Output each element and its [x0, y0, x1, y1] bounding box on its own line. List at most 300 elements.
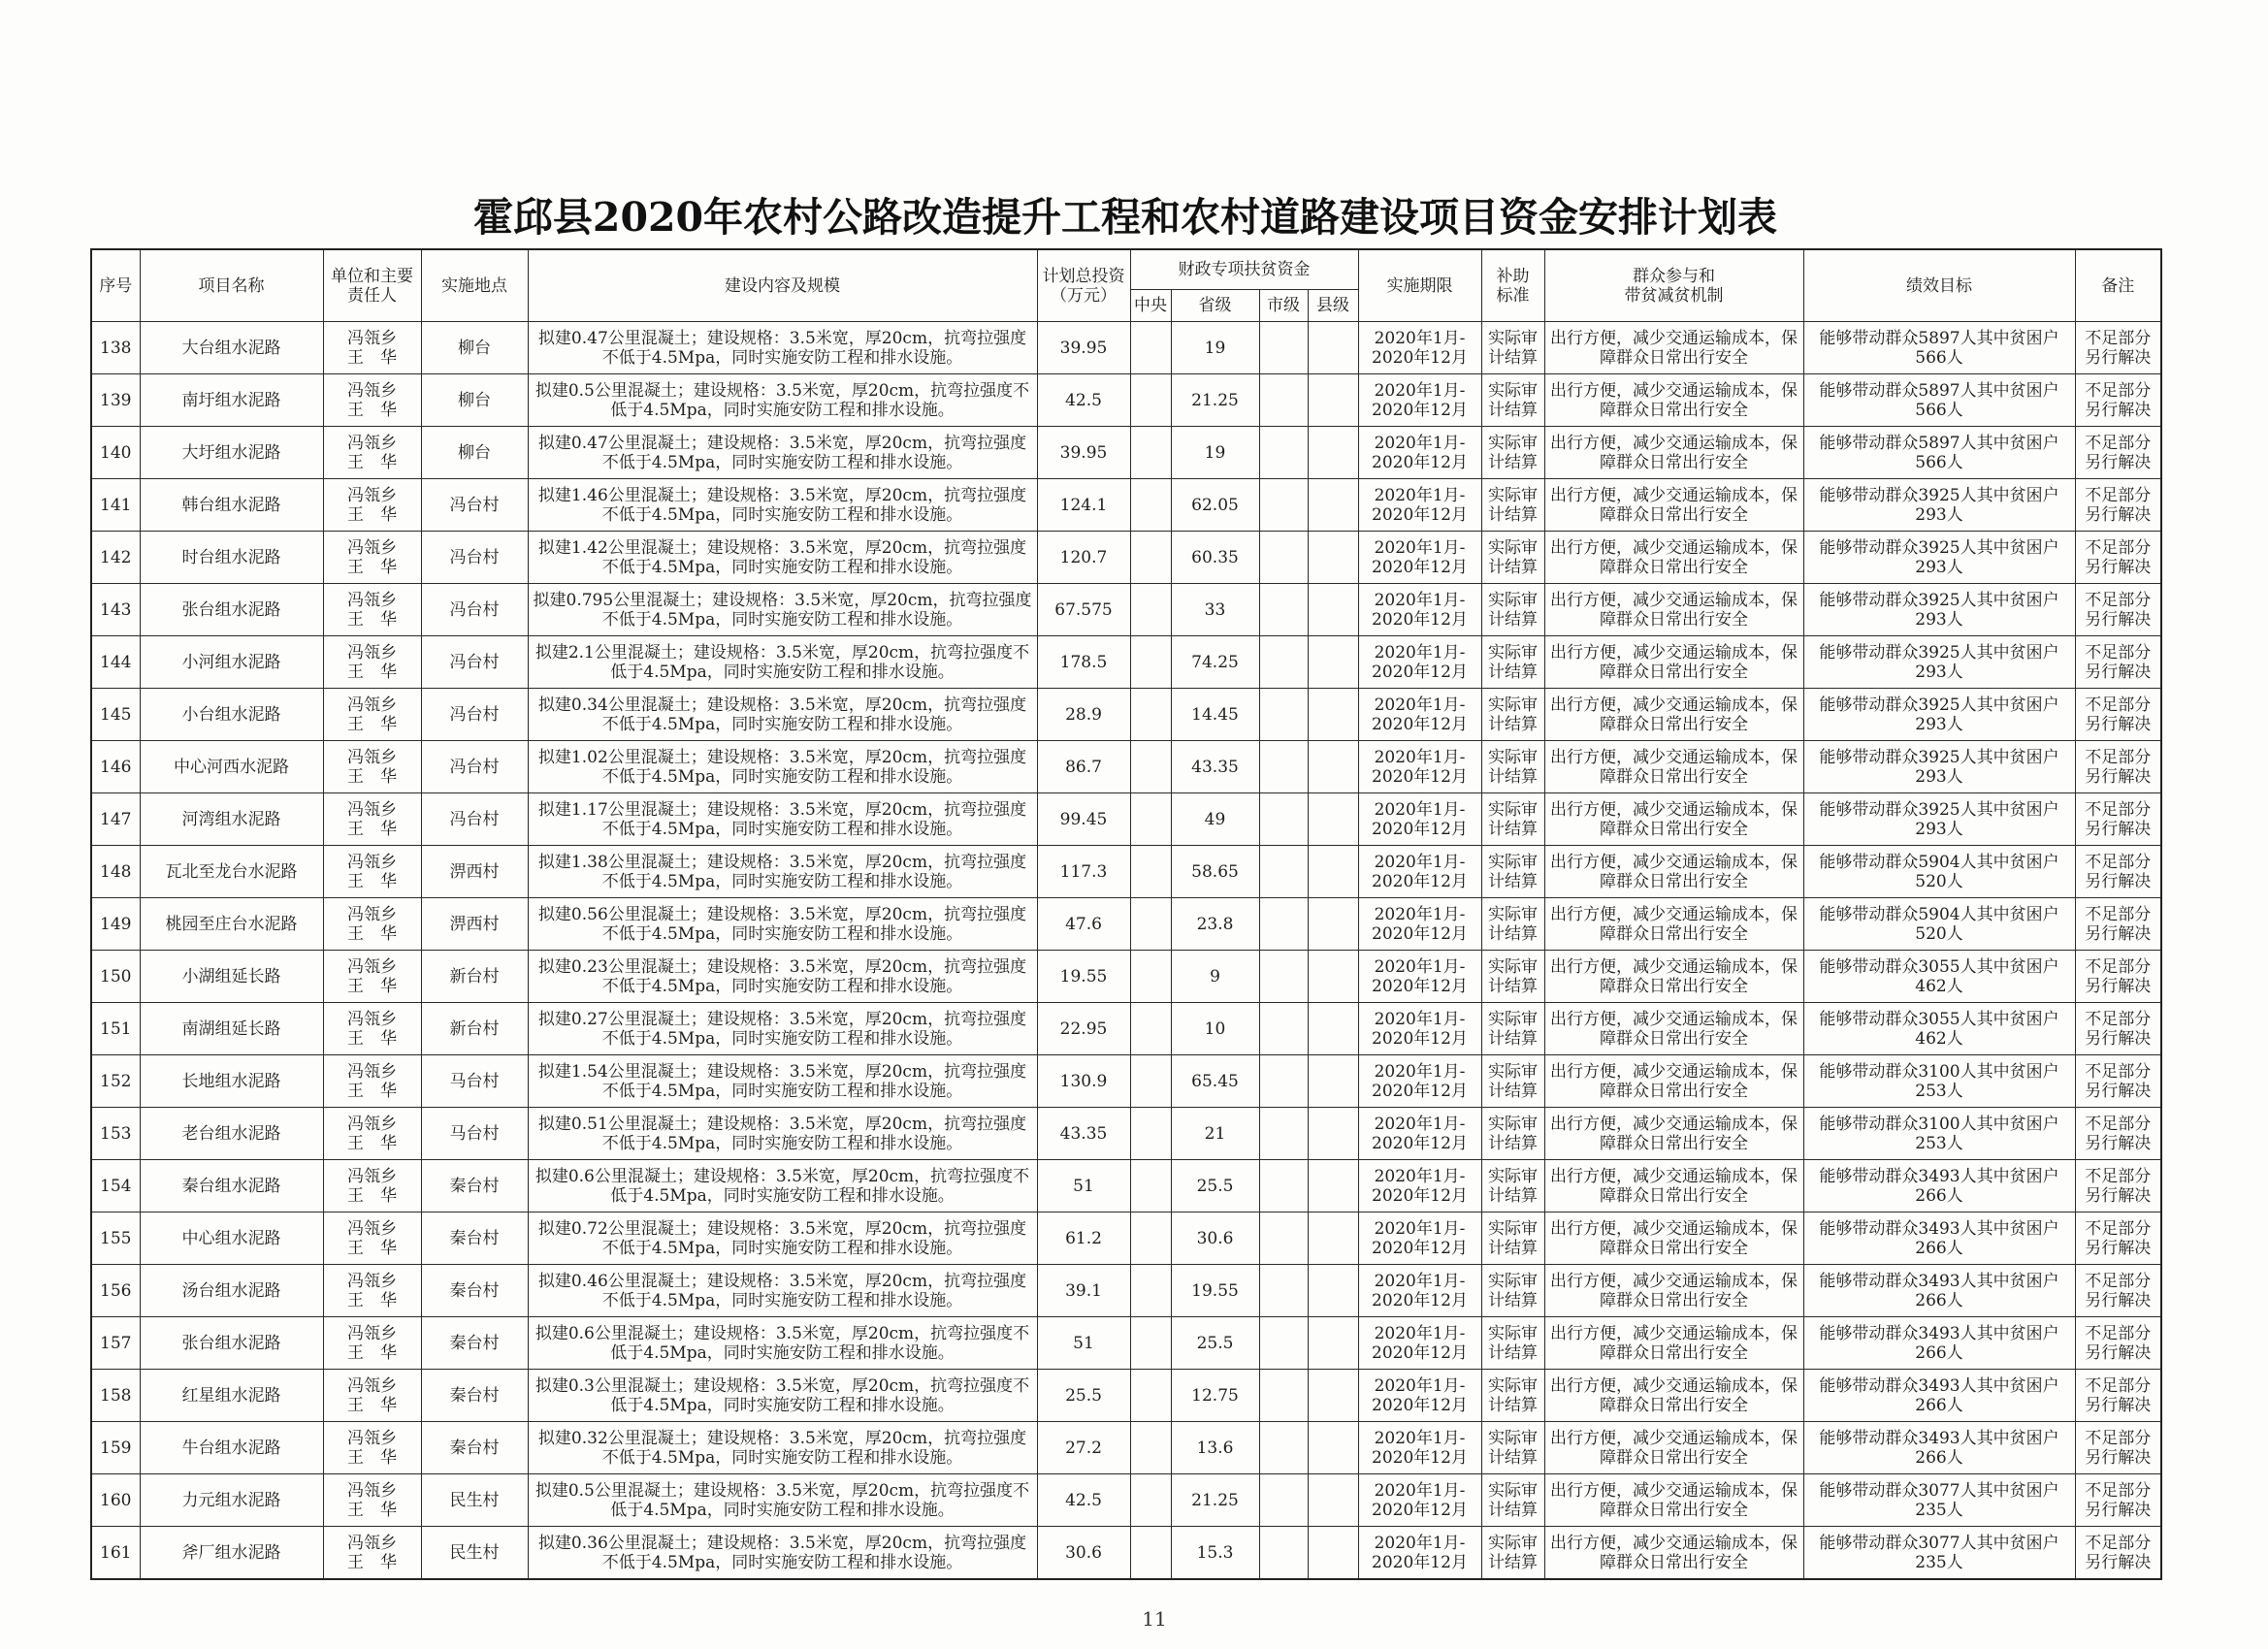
row-performance-poor: 293人 [1915, 557, 1963, 577]
row-city-fund-cell [1259, 793, 1308, 846]
row-mechanism-cell: 出行方便，减少交通运输成本，保障群众日常出行安全 [1544, 1317, 1803, 1370]
row-performance-cell [1803, 636, 2075, 689]
row-city-fund-cell [1259, 951, 1308, 1003]
row-period-end: 2020年12月 [1372, 452, 1468, 472]
row-performance-cell [1803, 1422, 2075, 1474]
row-seq-cell: 153 [91, 1108, 140, 1160]
row-performance-poor: 235人 [1915, 1500, 1963, 1520]
row-mechanism-cell: 出行方便，减少交通运输成本，保障群众日常出行安全 [1544, 1422, 1803, 1474]
row-period-start: 2020年1月- [1374, 747, 1466, 767]
row-performance-line: 能够带动群众3925人其中贫困户 [1819, 590, 2059, 610]
row-central-fund-cell [1130, 951, 1171, 1003]
row-performance-line: 能够带动群众3493人其中贫困户 [1819, 1166, 2059, 1186]
row-remark-cell: 不足部分另行解决 [2075, 951, 2161, 1003]
row-county-fund-cell [1308, 374, 1358, 427]
row-unit-name: 冯瓴乡 [347, 904, 397, 924]
row-seq-cell: 154 [91, 1160, 140, 1212]
row-remark-cell: 不足部分另行解决 [2075, 741, 2161, 793]
row-period-start: 2020年1月- [1374, 328, 1466, 348]
row-mechanism-cell: 出行方便，减少交通运输成本，保障群众日常出行安全 [1544, 846, 1803, 898]
row-remark-cell: 不足部分另行解决 [2075, 1370, 2161, 1422]
funding-plan-table [90, 248, 2162, 1580]
row-performance-cell [1803, 846, 2075, 898]
row-remark-cell: 不足部分另行解决 [2075, 636, 2161, 689]
row-subsidy-cell: 实际审计结算 [1481, 689, 1544, 741]
row-responsible-person: 王 华 [347, 662, 397, 682]
row-responsible-person: 王 华 [347, 1342, 397, 1363]
row-county-fund-cell [1308, 636, 1358, 689]
row-period-cell [1358, 1265, 1481, 1317]
row-investment-cell: 28.9 [1037, 689, 1130, 741]
row-investment-cell: 19.55 [1037, 951, 1130, 1003]
row-unit-name: 冯瓴乡 [347, 1218, 397, 1239]
row-period-start: 2020年1月- [1374, 956, 1466, 977]
row-performance-poor: 462人 [1915, 1028, 1963, 1049]
row-remark-cell: 不足部分另行解决 [2075, 1055, 2161, 1108]
row-period-start: 2020年1月- [1374, 642, 1466, 663]
row-period-cell [1358, 1474, 1481, 1527]
row-mechanism-cell: 出行方便，减少交通运输成本，保障群众日常出行安全 [1544, 689, 1803, 741]
row-city-fund-cell [1259, 1212, 1308, 1265]
row-project-name-cell: 老台组水泥路 [140, 1108, 323, 1160]
row-period-cell [1358, 1527, 1481, 1580]
row-subsidy-cell: 实际审计结算 [1481, 1160, 1544, 1212]
row-period-end: 2020年12月 [1372, 1290, 1468, 1310]
header-mechanism [1544, 249, 1803, 322]
row-content-cell: 拟建0.36公里混凝土；建设规格：3.5米宽，厚20cm，抗弯拉强度不低于4.5Mpa，同时实施安防工程和排水设施。 [528, 1527, 1037, 1580]
row-province-fund-cell: 43.35 [1171, 741, 1259, 793]
row-project-name-cell: 瓦北至龙台水泥路 [140, 846, 323, 898]
row-investment-cell: 124.1 [1037, 479, 1130, 532]
row-content-cell: 拟建0.47公里混凝土；建设规格：3.5米宽，厚20cm，抗弯拉强度不低于4.5Mpa，同时实施安防工程和排水设施。 [528, 322, 1037, 374]
row-province-fund-cell: 33 [1171, 584, 1259, 636]
row-city-fund-cell [1259, 1003, 1308, 1055]
row-seq-cell: 138 [91, 322, 140, 374]
row-unit-name: 冯瓴乡 [347, 328, 397, 348]
row-period-cell [1358, 1317, 1481, 1370]
row-performance-line: 能够带动群众3925人其中贫困户 [1819, 537, 2059, 558]
row-period-end: 2020年12月 [1372, 557, 1468, 577]
row-unit-name: 冯瓴乡 [347, 1323, 397, 1343]
row-project-name-cell: 南圩组水泥路 [140, 374, 323, 427]
row-city-fund-cell [1259, 322, 1308, 374]
row-performance-cell [1803, 1212, 2075, 1265]
row-county-fund-cell [1308, 1527, 1358, 1580]
row-responsible-person: 王 华 [347, 1185, 397, 1206]
table-row [91, 793, 2161, 846]
row-mechanism-cell: 出行方便，减少交通运输成本，保障群众日常出行安全 [1544, 1055, 1803, 1108]
row-remark-cell: 不足部分另行解决 [2075, 427, 2161, 479]
row-central-fund-cell [1130, 1212, 1171, 1265]
row-project-name-cell: 张台组水泥路 [140, 584, 323, 636]
row-central-fund-cell [1130, 636, 1171, 689]
header-unit-line: 责任人 [347, 285, 397, 306]
row-content-cell: 拟建0.34公里混凝土；建设规格：3.5米宽，厚20cm，抗弯拉强度不低于4.5Mpa，同时实施安防工程和排水设施。 [528, 689, 1037, 741]
table-row [91, 1370, 2161, 1422]
row-subsidy-cell: 实际审计结算 [1481, 1265, 1544, 1317]
row-central-fund-cell [1130, 1055, 1171, 1108]
row-city-fund-cell [1259, 846, 1308, 898]
row-central-fund-cell [1130, 479, 1171, 532]
row-content-cell: 拟建0.6公里混凝土；建设规格：3.5米宽，厚20cm，抗弯拉强度不低于4.5Mpa，同时实施安防工程和排水设施。 [528, 1317, 1037, 1370]
row-province-fund-cell: 19 [1171, 322, 1259, 374]
row-county-fund-cell [1308, 427, 1358, 479]
row-subsidy-cell: 实际审计结算 [1481, 1474, 1544, 1527]
row-seq-cell: 160 [91, 1474, 140, 1527]
row-unit-name: 冯瓴乡 [347, 1166, 397, 1186]
row-period-cell [1358, 741, 1481, 793]
row-performance-poor: 235人 [1915, 1552, 1963, 1572]
row-remark-cell: 不足部分另行解决 [2075, 374, 2161, 427]
row-project-name-cell: 时台组水泥路 [140, 532, 323, 584]
table-header [91, 249, 2161, 322]
row-unit-cell [323, 1055, 421, 1108]
row-unit-cell [323, 1317, 421, 1370]
row-subsidy-cell: 实际审计结算 [1481, 1422, 1544, 1474]
row-unit-cell [323, 1265, 421, 1317]
row-city-fund-cell [1259, 1160, 1308, 1212]
row-period-start: 2020年1月- [1374, 1480, 1466, 1501]
row-project-name-cell: 中心组水泥路 [140, 1212, 323, 1265]
row-responsible-person: 王 华 [347, 1290, 397, 1310]
row-period-cell [1358, 898, 1481, 951]
row-unit-cell [323, 1370, 421, 1422]
row-seq-cell: 147 [91, 793, 140, 846]
row-county-fund-cell [1308, 1160, 1358, 1212]
row-unit-cell [323, 951, 421, 1003]
row-performance-cell [1803, 322, 2075, 374]
header-location: 实施地点 [421, 249, 528, 322]
row-unit-cell [323, 479, 421, 532]
header-content: 建设内容及规模 [528, 249, 1037, 322]
row-performance-line: 能够带动群众5897人其中贫困户 [1819, 380, 2059, 401]
table-row [91, 584, 2161, 636]
row-performance-line: 能够带动群众3925人其中贫困户 [1819, 747, 2059, 767]
row-county-fund-cell [1308, 846, 1358, 898]
row-central-fund-cell [1130, 1370, 1171, 1422]
row-performance-poor: 293人 [1915, 819, 1963, 839]
table-row [91, 1055, 2161, 1108]
row-responsible-person: 王 华 [347, 1500, 397, 1520]
row-unit-name: 冯瓴乡 [347, 1533, 397, 1553]
row-location-cell: 民生村 [421, 1474, 528, 1527]
row-mechanism-cell: 出行方便，减少交通运输成本，保障群众日常出行安全 [1544, 322, 1803, 374]
row-investment-cell: 117.3 [1037, 846, 1130, 898]
row-city-fund-cell [1259, 1474, 1308, 1527]
row-performance-poor: 293人 [1915, 766, 1963, 787]
row-content-cell: 拟建2.1公里混凝土；建设规格：3.5米宽，厚20cm，抗弯拉强度不低于4.5Mpa，同时实施安防工程和排水设施。 [528, 636, 1037, 689]
row-performance-line: 能够带动群众3077人其中贫困户 [1819, 1480, 2059, 1501]
row-location-cell: 新台村 [421, 951, 528, 1003]
row-province-fund-cell: 65.45 [1171, 1055, 1259, 1108]
row-mechanism-cell: 出行方便，减少交通运输成本，保障群众日常出行安全 [1544, 1003, 1803, 1055]
row-performance-line: 能够带动群众5904人其中贫困户 [1819, 852, 2059, 872]
table-row [91, 951, 2161, 1003]
row-performance-poor: 253人 [1915, 1133, 1963, 1153]
row-unit-cell [323, 1212, 421, 1265]
row-unit-cell [323, 427, 421, 479]
row-mechanism-cell: 出行方便，减少交通运输成本，保障群众日常出行安全 [1544, 1108, 1803, 1160]
table-row [91, 1160, 2161, 1212]
row-unit-name: 冯瓴乡 [347, 1428, 397, 1448]
row-seq-cell: 156 [91, 1265, 140, 1317]
row-remark-cell: 不足部分另行解决 [2075, 532, 2161, 584]
row-investment-cell: 25.5 [1037, 1370, 1130, 1422]
row-performance-poor: 293人 [1915, 714, 1963, 734]
row-project-name-cell: 牛台组水泥路 [140, 1422, 323, 1474]
row-subsidy-cell: 实际审计结算 [1481, 846, 1544, 898]
row-content-cell: 拟建0.5公里混凝土；建设规格：3.5米宽，厚20cm，抗弯拉强度不低于4.5Mpa，同时实施安防工程和排水设施。 [528, 1474, 1037, 1527]
row-period-cell [1358, 1422, 1481, 1474]
row-performance-cell [1803, 1265, 2075, 1317]
row-county-fund-cell [1308, 793, 1358, 846]
row-unit-name: 冯瓴乡 [347, 485, 397, 505]
row-content-cell: 拟建0.23公里混凝土；建设规格：3.5米宽，厚20cm，抗弯拉强度不低于4.5Mpa，同时实施安防工程和排水设施。 [528, 951, 1037, 1003]
row-investment-cell: 130.9 [1037, 1055, 1130, 1108]
header-row-top [91, 249, 2161, 290]
row-unit-name: 冯瓴乡 [347, 799, 397, 820]
row-investment-cell: 39.95 [1037, 322, 1130, 374]
row-period-end: 2020年12月 [1372, 1500, 1468, 1520]
row-subsidy-cell: 实际审计结算 [1481, 427, 1544, 479]
header-county: 县级 [1308, 290, 1358, 322]
row-central-fund-cell [1130, 1474, 1171, 1527]
row-performance-cell [1803, 427, 2075, 479]
row-content-cell: 拟建0.56公里混凝土；建设规格：3.5米宽，厚20cm，抗弯拉强度不低于4.5Mpa，同时实施安防工程和排水设施。 [528, 898, 1037, 951]
row-period-end: 2020年12月 [1372, 400, 1468, 420]
row-performance-cell [1803, 584, 2075, 636]
row-seq-cell: 159 [91, 1422, 140, 1474]
row-province-fund-cell: 58.65 [1171, 846, 1259, 898]
row-central-fund-cell [1130, 1527, 1171, 1580]
row-responsible-person: 王 华 [347, 819, 397, 839]
row-performance-cell [1803, 479, 2075, 532]
row-central-fund-cell [1130, 1422, 1171, 1474]
row-seq-cell: 151 [91, 1003, 140, 1055]
row-period-end: 2020年12月 [1372, 1552, 1468, 1572]
row-county-fund-cell [1308, 1055, 1358, 1108]
row-unit-cell [323, 793, 421, 846]
row-central-fund-cell [1130, 532, 1171, 584]
row-period-start: 2020年1月- [1374, 537, 1466, 558]
row-central-fund-cell [1130, 1317, 1171, 1370]
table-row [91, 846, 2161, 898]
row-city-fund-cell [1259, 532, 1308, 584]
row-unit-cell [323, 1422, 421, 1474]
row-performance-line: 能够带动群众3925人其中贫困户 [1819, 695, 2059, 715]
row-central-fund-cell [1130, 584, 1171, 636]
header-seq: 序号 [91, 249, 140, 322]
row-unit-name: 冯瓴乡 [347, 1480, 397, 1501]
row-subsidy-cell: 实际审计结算 [1481, 898, 1544, 951]
row-performance-poor: 566人 [1915, 347, 1963, 368]
row-project-name-cell: 河湾组水泥路 [140, 793, 323, 846]
row-investment-cell: 67.575 [1037, 584, 1130, 636]
row-location-cell: 秦台村 [421, 1370, 528, 1422]
row-content-cell: 拟建0.6公里混凝土；建设规格：3.5米宽，厚20cm，抗弯拉强度不低于4.5Mpa，同时实施安防工程和排水设施。 [528, 1160, 1037, 1212]
row-county-fund-cell [1308, 479, 1358, 532]
header-investment [1037, 249, 1130, 322]
row-investment-cell: 39.95 [1037, 427, 1130, 479]
row-period-end: 2020年12月 [1372, 1081, 1468, 1101]
row-seq-cell: 148 [91, 846, 140, 898]
row-investment-cell: 47.6 [1037, 898, 1130, 951]
row-remark-cell: 不足部分另行解决 [2075, 1317, 2161, 1370]
row-period-cell [1358, 479, 1481, 532]
row-content-cell: 拟建1.42公里混凝土；建设规格：3.5米宽，厚20cm，抗弯拉强度不低于4.5Mpa，同时实施安防工程和排水设施。 [528, 532, 1037, 584]
row-performance-poor: 266人 [1915, 1395, 1963, 1415]
row-mechanism-cell: 出行方便，减少交通运输成本，保障群众日常出行安全 [1544, 951, 1803, 1003]
row-performance-poor: 266人 [1915, 1185, 1963, 1206]
row-location-cell: 冯台村 [421, 479, 528, 532]
row-mechanism-cell: 出行方便，减少交通运输成本，保障群众日常出行安全 [1544, 636, 1803, 689]
row-content-cell: 拟建1.38公里混凝土；建设规格：3.5米宽，厚20cm，抗弯拉强度不低于4.5Mpa，同时实施安防工程和排水设施。 [528, 846, 1037, 898]
row-performance-line: 能够带动群众3493人其中贫困户 [1819, 1218, 2059, 1239]
row-performance-poor: 520人 [1915, 871, 1963, 891]
row-county-fund-cell [1308, 1003, 1358, 1055]
row-content-cell: 拟建0.47公里混凝土；建设规格：3.5米宽，厚20cm，抗弯拉强度不低于4.5Mpa，同时实施安防工程和排水设施。 [528, 427, 1037, 479]
row-responsible-person: 王 华 [347, 1552, 397, 1572]
header-province: 省级 [1171, 290, 1259, 322]
row-period-cell [1358, 1108, 1481, 1160]
row-investment-cell: 43.35 [1037, 1108, 1130, 1160]
row-province-fund-cell: 25.5 [1171, 1160, 1259, 1212]
row-content-cell: 拟建0.3公里混凝土；建设规格：3.5米宽，厚20cm，抗弯拉强度不低于4.5Mpa，同时实施安防工程和排水设施。 [528, 1370, 1037, 1422]
row-performance-line: 能够带动群众3925人其中贫困户 [1819, 485, 2059, 505]
row-location-cell: 柳台 [421, 374, 528, 427]
row-performance-cell [1803, 1527, 2075, 1580]
row-location-cell: 冯台村 [421, 584, 528, 636]
row-period-start: 2020年1月- [1374, 590, 1466, 610]
row-location-cell: 冯台村 [421, 532, 528, 584]
row-performance-line: 能够带动群众3493人其中贫困户 [1819, 1375, 2059, 1396]
row-seq-cell: 139 [91, 374, 140, 427]
row-period-start: 2020年1月- [1374, 1428, 1466, 1448]
row-period-end: 2020年12月 [1372, 976, 1468, 996]
row-performance-line: 能够带动群众3100人其中贫困户 [1819, 1114, 2059, 1134]
row-project-name-cell: 大台组水泥路 [140, 322, 323, 374]
header-poverty-fund: 财政专项扶贫资金 [1130, 249, 1358, 290]
row-remark-cell: 不足部分另行解决 [2075, 1212, 2161, 1265]
row-period-end: 2020年12月 [1372, 819, 1468, 839]
row-city-fund-cell [1259, 479, 1308, 532]
row-investment-cell: 27.2 [1037, 1422, 1130, 1474]
row-unit-name: 冯瓴乡 [347, 537, 397, 558]
row-performance-cell [1803, 1370, 2075, 1422]
row-project-name-cell: 汤台组水泥路 [140, 1265, 323, 1317]
row-project-name-cell: 韩台组水泥路 [140, 479, 323, 532]
row-location-cell: 冯台村 [421, 793, 528, 846]
row-period-start: 2020年1月- [1374, 1218, 1466, 1239]
table-row [91, 427, 2161, 479]
row-location-cell: 马台村 [421, 1108, 528, 1160]
row-performance-poor: 566人 [1915, 452, 1963, 472]
row-remark-cell: 不足部分另行解决 [2075, 1160, 2161, 1212]
row-period-start: 2020年1月- [1374, 904, 1466, 924]
row-unit-name: 冯瓴乡 [347, 1114, 397, 1134]
row-investment-cell: 86.7 [1037, 741, 1130, 793]
row-period-end: 2020年12月 [1372, 1342, 1468, 1363]
row-county-fund-cell [1308, 584, 1358, 636]
row-province-fund-cell: 15.3 [1171, 1527, 1259, 1580]
row-performance-cell [1803, 532, 2075, 584]
row-period-start: 2020年1月- [1374, 1166, 1466, 1186]
row-performance-poor: 253人 [1915, 1081, 1963, 1101]
row-performance-poor: 293人 [1915, 504, 1963, 525]
row-responsible-person: 王 华 [347, 923, 397, 944]
row-period-end: 2020年12月 [1372, 1238, 1468, 1258]
row-performance-line: 能够带动群众3493人其中贫困户 [1819, 1323, 2059, 1343]
row-unit-name: 冯瓴乡 [347, 695, 397, 715]
row-unit-cell [323, 689, 421, 741]
header-period: 实施期限 [1358, 249, 1481, 322]
row-subsidy-cell: 实际审计结算 [1481, 1108, 1544, 1160]
row-performance-poor: 462人 [1915, 976, 1963, 996]
row-performance-line: 能够带动群众5897人其中贫困户 [1819, 433, 2059, 453]
row-responsible-person: 王 华 [347, 766, 397, 787]
row-city-fund-cell [1259, 1370, 1308, 1422]
row-county-fund-cell [1308, 951, 1358, 1003]
row-seq-cell: 141 [91, 479, 140, 532]
row-county-fund-cell [1308, 689, 1358, 741]
row-project-name-cell: 小河组水泥路 [140, 636, 323, 689]
row-responsible-person: 王 华 [347, 504, 397, 525]
row-county-fund-cell [1308, 1370, 1358, 1422]
row-performance-cell [1803, 1108, 2075, 1160]
row-performance-line: 能够带动群众5904人其中贫困户 [1819, 904, 2059, 924]
row-province-fund-cell: 19 [1171, 427, 1259, 479]
row-remark-cell: 不足部分另行解决 [2075, 1527, 2161, 1580]
row-period-start: 2020年1月- [1374, 1271, 1466, 1291]
row-central-fund-cell [1130, 374, 1171, 427]
row-seq-cell: 150 [91, 951, 140, 1003]
row-unit-name: 冯瓴乡 [347, 380, 397, 401]
row-county-fund-cell [1308, 532, 1358, 584]
row-period-cell [1358, 1055, 1481, 1108]
row-unit-cell [323, 898, 421, 951]
row-performance-cell [1803, 1474, 2075, 1527]
table-row [91, 532, 2161, 584]
row-city-fund-cell [1259, 636, 1308, 689]
row-investment-cell: 61.2 [1037, 1212, 1130, 1265]
row-period-end: 2020年12月 [1372, 662, 1468, 682]
row-remark-cell: 不足部分另行解决 [2075, 1422, 2161, 1474]
row-period-end: 2020年12月 [1372, 766, 1468, 787]
row-period-end: 2020年12月 [1372, 1028, 1468, 1049]
row-responsible-person: 王 华 [347, 609, 397, 630]
row-seq-cell: 142 [91, 532, 140, 584]
table-row [91, 1003, 2161, 1055]
table-row [91, 689, 2161, 741]
row-period-end: 2020年12月 [1372, 1133, 1468, 1153]
row-project-name-cell: 中心河西水泥路 [140, 741, 323, 793]
header-subsidy-line: 补助 [1496, 266, 1530, 286]
row-performance-cell [1803, 1003, 2075, 1055]
row-province-fund-cell: 13.6 [1171, 1422, 1259, 1474]
row-period-cell [1358, 846, 1481, 898]
row-period-cell [1358, 1160, 1481, 1212]
row-province-fund-cell: 9 [1171, 951, 1259, 1003]
row-period-cell [1358, 374, 1481, 427]
row-mechanism-cell: 出行方便，减少交通运输成本，保障群众日常出行安全 [1544, 374, 1803, 427]
row-city-fund-cell [1259, 689, 1308, 741]
row-central-fund-cell [1130, 1160, 1171, 1212]
row-unit-cell [323, 1160, 421, 1212]
row-responsible-person: 王 华 [347, 976, 397, 996]
header-central: 中央 [1130, 290, 1171, 322]
row-investment-cell: 22.95 [1037, 1003, 1130, 1055]
row-province-fund-cell: 21.25 [1171, 1474, 1259, 1527]
